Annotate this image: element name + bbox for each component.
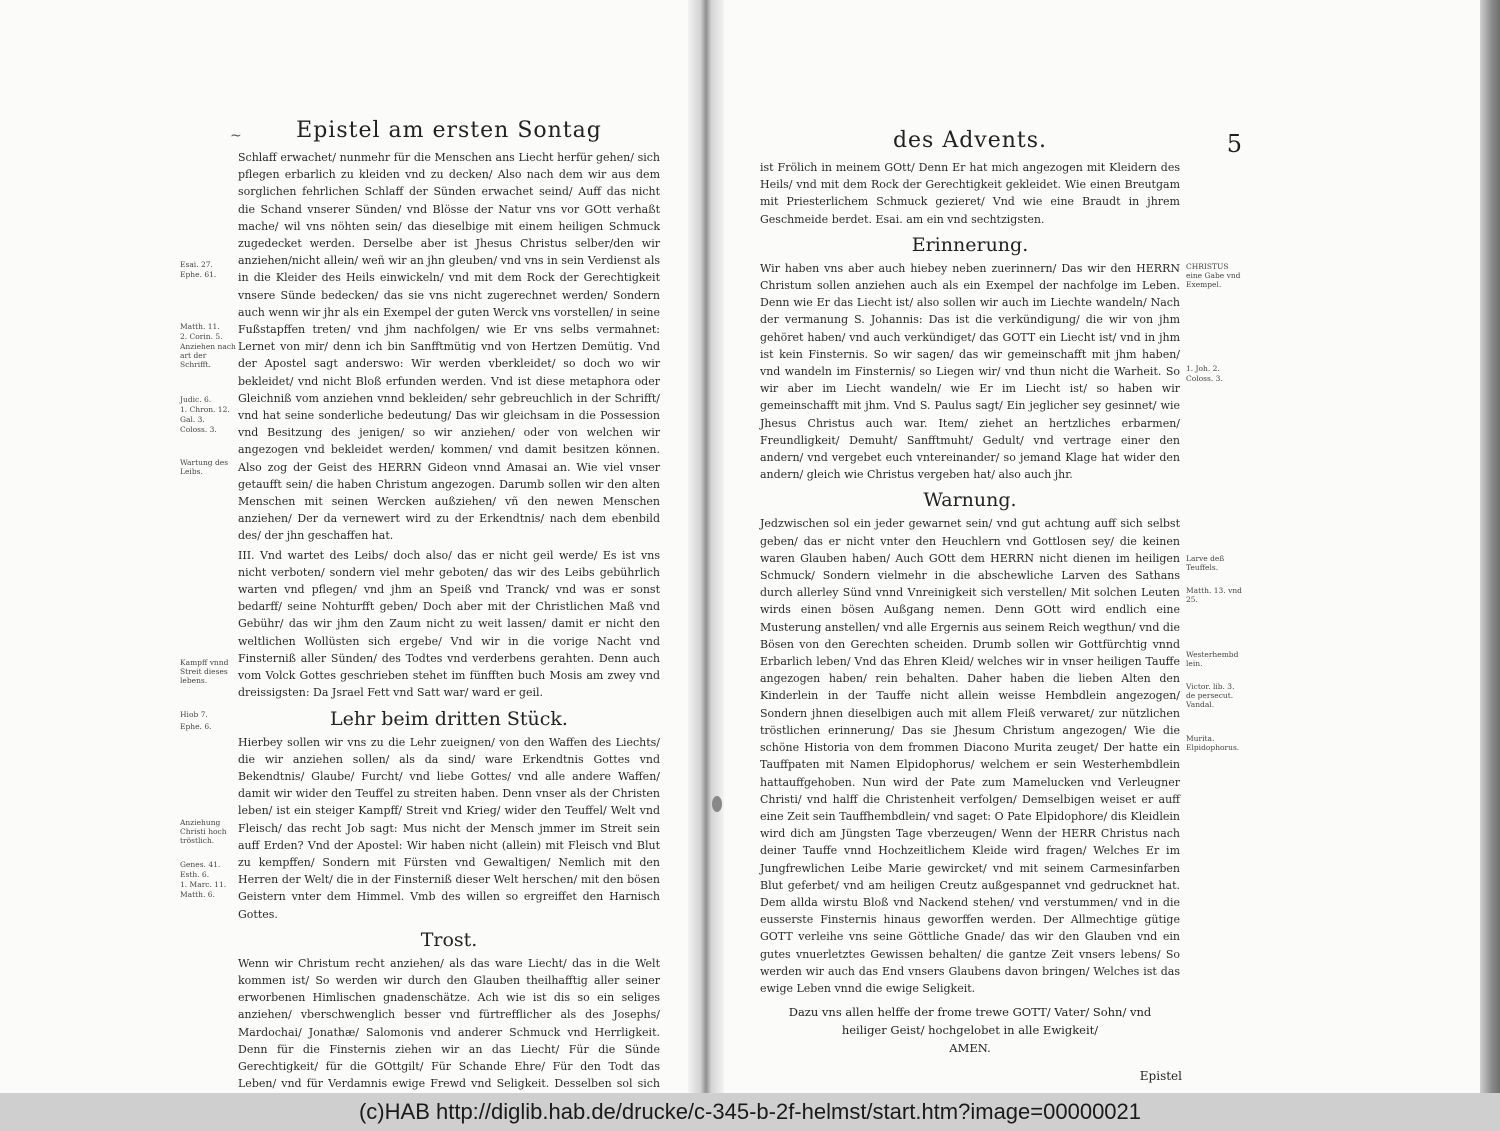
left-running-head: Epistel am ersten Sontag bbox=[296, 118, 602, 143]
ink-blot bbox=[712, 796, 722, 812]
margin-note: Ephe. 61. bbox=[180, 270, 217, 279]
margin-note: 1. Chron. 12. bbox=[180, 405, 230, 414]
closing-line: Dazu vns allen helffe der frome trewe GOTT/ Vater/ Sohn/ vnd bbox=[788, 1005, 1152, 1020]
margin-note: 1. Marc. 11. bbox=[180, 880, 227, 889]
margin-note: Esth. 6. bbox=[180, 870, 210, 879]
margin-note: Anziehen nach art der Schrifft. bbox=[180, 342, 236, 369]
right-paragraph-1: ist Frölich in meinem GOtt/ Denn Er hat mich angezogen mit Kleidern des Heils/ vnd mit dem Rock der Gerechtigkeit gekleidet. Wie einen Breutgam mit Priesterlichem Schmuck gezieret/ Vnd wie eine Braudt in jhrem Geschmeide berdet. Esai. am ein vnd sechtzigsten. bbox=[760, 161, 1180, 226]
left-section-2-text: Wenn wir Christum recht anziehen/ als das ware Liecht/ das in die Welt kommen ist/ So werden wir durch den Glauben theilhafftig aller seiner erworbenen Himlischen gnadenschätze. Ach wie ist dis so ein seliges anziehen/ vberschwenglich besser vnd fürtrefflicher als des Josephs/ Mardochai/ Jonathæ/ Salomonis vnd anderer Schmuck vnd Herrligkeit. Denn für die Finsternis ziehen wir an das Liecht/ Für die Sünde Gerechtigkeit/ für die GOttgilt/ Für Schande Ehre/ Für den Todt das Leben/ vnd für Verdamnis ewige Frewd vnd Seligkeit. Desselben sol sich bbox=[238, 956, 660, 1091]
margin-note: Matth. 6. bbox=[180, 890, 215, 899]
right-page bbox=[760, 128, 1250, 1084]
margin-note: Anziehung Christi hoch tröstlich. bbox=[180, 818, 227, 845]
margin-note: Coloss. 3. bbox=[1186, 374, 1223, 383]
printer-mark: ~ bbox=[230, 128, 242, 144]
left-page bbox=[180, 118, 660, 1093]
right-section-1-title: Erinnerung. bbox=[911, 233, 1029, 256]
closing-block bbox=[760, 1003, 1180, 1057]
margin-note: 1. Joh. 2. bbox=[1186, 364, 1220, 373]
margin-note: Hiob 7. bbox=[180, 710, 208, 719]
left-paragraph-1: Schlaff erwachet/ nunmehr für die Menschen ans Liecht herfür gehen/ sich pflegen erbarlich zu kleiden vnd zu decken/ Also nach dem wir aus dem sorglichen fehrlichen Schlaff der Sünden erwachet seind/ Auff das nicht die Schand vnserer Sünden/ vnd Blösse der Natur vns vor GOtt verhaßt mache/ wil vns nöhten sein/ das dieselbige mit einem heiligen Schmuck zugedecket werden. Derselbe aber ist Jhesus Christus selber/den wir anziehen/nicht allein/ weñ wir an jhn gleuben/ vnd vns in sein Verdienst als in die Kleider des Heils einwickeln/ vnd mit dem Rock der Gerechtigkeit vnsere Sünde bedecken/ das sie vns nicht zugerechnet werden/ Sondern auch wenn wir jhr als ein Exempel der guten Werck vns vorstellen/ in seine Fußstapffen treten/ vnd jhm nachfolgen/ wie Er vns selbs vermahnet: Lernet von mir/ denn ich bin Sanfftmütig vnd von Hertzen Demütig. Vnd der Apostel sagt anderswo: Wir werden vberkleidet/ so doch wo wir bekleidet/ vnd nicht Bloß erfunden werden. Vnd ist diese metaphora oder Gleichniß vom anziehen vnnd bekleiden/ sehr gebreuchlich in der Schrifft/ vnd hat seine sonderliche bedeutung/ Das wir gleichsam in die Possession vnd Besitzung des jenigen/ so wir anziehen/ oder von welchen wir angezogen vnd bekleidet werden/ kommen/ vnd damit besitzen können. Also zog der Geist des HERRN Gideon vnnd Amasai an. Wie viel vnser getaufft sein/ die haben Christum angezogen. Darumb sollen wir den alten Menschen mit seinen Wercken außziehen/ vñ den newen Menschen anziehen/ Der da vernewert wird zu der Erkendtnis/ nach dem ebenbild des/ der jhn geschaffen hat. bbox=[238, 151, 660, 543]
page-edge bbox=[1480, 0, 1500, 1093]
margin-note: Wartung des Leibs. bbox=[180, 458, 229, 476]
left-section-1-title: Lehr beim dritten Stück. bbox=[330, 707, 568, 730]
copyright-footer: (c)HAB http://diglib.hab.de/drucke/c-345-b-2f-helmst/start.htm?image=00000021 bbox=[0, 1093, 1500, 1131]
right-header bbox=[760, 128, 1180, 153]
margin-note: Kampff vnnd Streit dieses lebens. bbox=[180, 658, 229, 685]
page-number: 5 bbox=[1226, 130, 1242, 158]
margin-note: Murita. Elpidophorus. bbox=[1186, 734, 1240, 752]
margin-note: Coloss. 3. bbox=[180, 425, 217, 434]
right-section-2-title: Warnung. bbox=[923, 489, 1017, 512]
margin-note: Esai. 27. bbox=[180, 260, 213, 269]
right-body bbox=[760, 159, 1180, 1057]
margin-note: Genes. 41. bbox=[180, 860, 221, 869]
right-section-2-text: Jedzwischen sol ein jeder gewarnet sein/ vnd gut achtung auff sich selbst geben/ das er nicht vnter den Heuchlern vnd Gottlosen sey/ die keinen waren Glauben haben/ Auch GOtt dem HERRN nicht dienen im heiligen Schmuck/ Sondern vielmehr in die abschewliche Larven des Sathans durch allerley Sünd vnnd Vnreinigkeit sich verstellen/ Mit solchen Leuten wirds einen bösen Außgang nemen. Denn GOtt wird endlich eine Musterung anstellen/ vnd alle Ergernis aus seinem Reich wegthun/ vnd die Bösen von den Gerechten scheiden. Drumb sollen wir Gottfürchtig vnnd Erbarlich leben/ Vnd das Ehren Kleid/ welches wir in vnser heiligen Tauffe angezogen haben/ rein behalten. Daher haben die lieben Alten den Kinderlein in der Tauffe nicht allein weisse Hembdlein angezogen/ Sondern jhnen dieselbigen auch mit allem Fleiß verwaret/ zur nützlichen tröstlichen erinnerung/ Das sie Jhesum Christum angezogen/ Wie die schöne Historia von dem frommen Diacono Murita zeuget/ Der hatte ein Tauffpaten mit Namen Elpidophorus/ welchem er sein Westerhembdlein hattauffgehoben. Nun wird der Pate zum Mamelucken vnd Verleugner Christi/ vnd halff die Christenheit verfolgen/ Demselbigen weiset er auff eine Zeit sein Tauffhembdlein/ vnd saget: O Pate Elpidophore/ dis Kleidlein wird dich am Jüngsten Tage vberzeugen/ Wenn der HERR Christus nach deiner Tauffe vnnd Hochzeitlichem Kleide wird fragen/ Welches Er im Jungfrewlichen Leibe Marie gewircket/ vnd mit seinem Carmesinfarben Blut geferbet/ vnd am heiligen Creutz außgespannet vnd gedrucknet hat. Dem allda wirstu Bloß vnd Nackend stehen/ vnd verstummen/ vnd in die eusserste Finsternis hinaus geworffen werden. Der Allmechtige gütige GOTT verleihe vns seine Göttliche Gnade/ das wir den Glauben vnd ein gutes vnuerletztes Gewissen behalten/ die gantze Zeit vnsers lebens/ So werden wir auch das End vnsers Glaubens davon bringen/ Welches ist das ewige Leben vnnd die ewige Seligkeit. bbox=[760, 517, 1180, 995]
margin-note: Victor. lib. 3. de persecut. Vandal. bbox=[1186, 682, 1235, 709]
margin-note: CHRISTUS eine Gabe vnd Exempel. bbox=[1186, 262, 1241, 289]
right-section-1-text: Wir haben vns aber auch hiebey neben zuerinnern/ Das wir den HERRN Christum sollen anziehen auch als ein Exempel der nachfolge im Leben. Denn wie Er das Liecht ist/ also sollen wir auch im Liechte wandeln/ Nach der vermanung S. Johannis: Das ist die verkündigung/ die wir von jhm gehöret haben/ vnd auch verkündiget/ das GOTT ein Liecht ist/ vnd in jhm ist kein Finsternis. So wir sagen/ das wir gemeinschafft mit jhm haben/ vnd wandeln im Finsternis/ so Liegen wir/ vnd thun nicht die Warheit. So wir aber im Liecht wandeln/ wie Er im Liecht ist/ so haben wir gemeinschafft mit jhm. Vnd S. Paulus sagt/ Ein jeglicher sey gesinnet/ wie Jhesus Christus auch war. Item/ ziehet an hertzliches erbarmen/ Freundligkeit/ Demuht/ Sanfftmuht/ Gedult/ vnd vertrage einer den andern/ vnd vergebet euch vntereinander/ so jemand Klage hat wider den andern/ gleich wie Christus vergeben hat/ also auch jhr. bbox=[760, 261, 1180, 482]
margin-note: Ephe. 6. bbox=[180, 722, 212, 731]
margin-note: Judic. 6. bbox=[180, 395, 212, 404]
left-paragraph-2: III. Vnd wartet des Leibs/ doch also/ das er nicht geil werde/ Es ist vns nicht verboten/ sondern viel mehr geboten/ das wir des Leibs gebührlich warten vnd pflegen/ vnd jhm an Speiß vnd Tranck/ vnd was er sonst bedarff/ seine Nohturfft geben/ Doch aber mit der Christlichen Maß vnd Gebühr/ das wir jhm den Zaum nicht zu weit lassen/ damit er nicht den weltlichen Wollüsten sich ergebe/ Vnd wir in die vorige Nacht vnd Finsterniß aller Sünden/ des Todtes vnd verderbens gerahten. Denn auch vom Volck Gottes geschrieben stehet im fünfften buch Mosis am zwey vnd dreissigsten: Da Jsrael Fett vnd Satt war/ ward er geil. bbox=[238, 548, 660, 700]
left-section-1-text: Hierbey sollen wir vns zu die Lehr zueignen/ von den Waffen des Liechts/ die wir anziehen sollen/ als da sind/ ware Erkendtnis Gottes vnd Bekendtnis/ Glaube/ Furcht/ vnd liebe Gottes/ vnd alle andere Waffen/ damit wir wider den Teuffel zu streiten haben. Denn vnser als der Christen leben/ ist ein steiger Kampff/ Streit vnd Krieg/ wider den Teuffel/ Welt vnd Fleisch/ das recht Job sagt: Mus nicht der Mensch jmmer im Streit sein auff Erden? Vnd der Apostel: Wir haben nicht (allein) mit Fleisch vnd Blut zu kempffen/ Sondern mit Fürsten vnd Gewaltigen/ Nemlich mit den Herren der Welt/ die in der Finsterniß dieser Welt herschen/ mit den bösen Geistern vnter dem Himmel. Vmb des willen so ergreiffet den Harnisch Gottes. bbox=[238, 735, 660, 921]
margin-note: Gal. 3. bbox=[180, 415, 205, 424]
margin-note: Matth. 13. vnd 25. bbox=[1186, 586, 1242, 604]
left-section-2-title: Trost. bbox=[420, 928, 478, 951]
margin-note: Westerhembd lein. bbox=[1186, 650, 1239, 668]
margin-note: Larve deß Teuffels. bbox=[1186, 554, 1225, 572]
left-body bbox=[238, 149, 660, 1093]
margin-note: Matth. 11. bbox=[180, 322, 220, 331]
closing-amen: AMEN. bbox=[949, 1041, 991, 1056]
closing-line: heiliger Geist/ hochgelobet in alle Ewigkeit/ bbox=[841, 1023, 1099, 1038]
right-running-head: des Advents. bbox=[892, 128, 1048, 153]
book-gutter bbox=[688, 0, 724, 1093]
margin-note: 2. Corin. 5. bbox=[180, 332, 223, 341]
catchword: Epistel bbox=[1139, 1069, 1182, 1084]
